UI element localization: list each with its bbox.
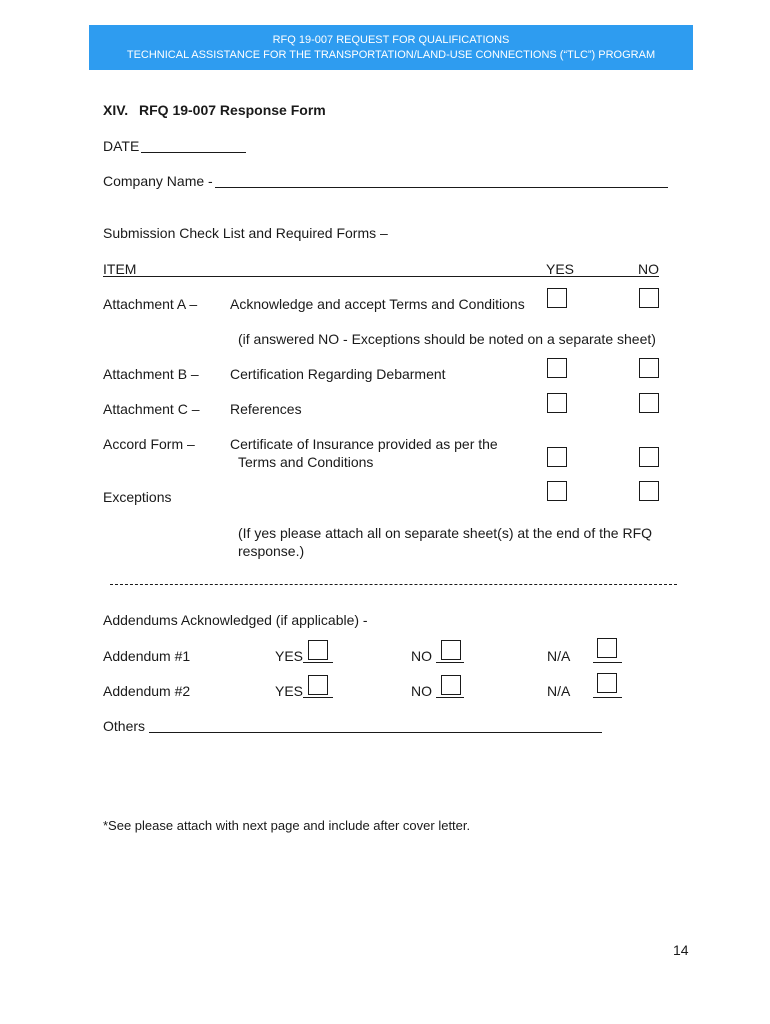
addendum-1-na-checkbox[interactable] <box>597 638 617 658</box>
addendum-2-yes-label: YES <box>275 683 304 699</box>
addendum-2-na-checkbox[interactable] <box>597 673 617 693</box>
others-label: Others <box>103 718 146 734</box>
attachment-a-yes-checkbox[interactable] <box>547 288 567 308</box>
row-desc-attachment-b: Certification Regarding Debarment <box>230 366 446 382</box>
addendum-1-yes-line <box>303 662 333 663</box>
row-desc-attachment-a: Acknowledge and accept Terms and Conditions <box>230 296 525 312</box>
addendum-1-yes-checkbox[interactable] <box>308 640 328 660</box>
header-rule <box>103 276 659 277</box>
row-label-attachment-b: Attachment B – <box>103 366 199 382</box>
column-no: NO <box>638 261 659 277</box>
attachment-c-no-checkbox[interactable] <box>639 393 659 413</box>
addendum-2-no-checkbox[interactable] <box>441 675 461 695</box>
accord-form-yes-checkbox[interactable] <box>547 447 567 467</box>
addendum-2-yes-checkbox[interactable] <box>308 675 328 695</box>
row-desc-attachment-c: References <box>230 401 302 417</box>
addendum-1-na-label: N/A <box>547 648 571 664</box>
exceptions-note-line-1: (If yes please attach all on separate sheet(s) at the end of the RFQ <box>238 525 653 541</box>
addendums-heading: Addendums Acknowledged (if applicable) - <box>103 612 368 628</box>
footnote: *See please attach with next page and include after cover letter. <box>103 818 471 833</box>
date-field[interactable] <box>141 152 246 153</box>
addendum-1-na-line <box>593 662 622 663</box>
company-name-field[interactable] <box>215 187 668 188</box>
row-desc2-accord-form: Terms and Conditions <box>238 454 374 470</box>
addendum-1-no-checkbox[interactable] <box>441 640 461 660</box>
addendum-2-na-label: N/A <box>547 683 571 699</box>
form-title: RFQ 19-007 Response Form <box>139 102 326 118</box>
addendum-2-no-label: NO <box>411 683 432 699</box>
header-banner <box>89 25 693 70</box>
attachment-b-no-checkbox[interactable] <box>639 358 659 378</box>
exceptions-note-line-2: response.) <box>238 543 305 559</box>
addendum-2-na-line <box>593 697 622 698</box>
company-name-label: Company Name - <box>103 173 213 189</box>
addendum-1-yes-label: YES <box>275 648 304 664</box>
row-label-attachment-a: Attachment A – <box>103 296 198 312</box>
accord-form-no-checkbox[interactable] <box>639 447 659 467</box>
column-yes: YES <box>546 261 575 277</box>
attachment-a-no-checkbox[interactable] <box>639 288 659 308</box>
header-line-2: TECHNICAL ASSISTANCE FOR THE TRANSPORTATION/LAND-USE CONNECTIONS (“TLC”) PROGRAM <box>126 49 656 61</box>
row-label-exceptions: Exceptions <box>103 489 172 505</box>
addendum-1-no-line <box>436 662 464 663</box>
row-desc-accord-form: Certificate of Insurance provided as per the <box>230 436 498 452</box>
checklist-heading: Submission Check List and Required Forms – <box>103 225 388 241</box>
addendum-1-label: Addendum #1 <box>103 648 191 664</box>
date-label: DATE <box>103 138 140 154</box>
section-number: XIV. <box>103 102 129 118</box>
addendum-2-no-line <box>436 697 464 698</box>
attachment-b-yes-checkbox[interactable] <box>547 358 567 378</box>
exceptions-yes-checkbox[interactable] <box>547 481 567 501</box>
page-number: 14 <box>673 942 689 958</box>
attachment-a-note: (if answered NO - Exceptions should be noted on a separate sheet) <box>238 331 656 347</box>
exceptions-no-checkbox[interactable] <box>639 481 659 501</box>
section-divider <box>110 584 677 585</box>
column-item: ITEM <box>103 261 137 277</box>
row-label-accord-form: Accord Form – <box>103 436 195 452</box>
addendum-2-yes-line <box>303 697 333 698</box>
row-label-attachment-c: Attachment C – <box>103 401 200 417</box>
addendum-2-label: Addendum #2 <box>103 683 191 699</box>
header-line-1: RFQ 19-007 REQUEST FOR QUALIFICATIONS <box>272 34 510 46</box>
others-field[interactable] <box>149 732 602 733</box>
addendum-1-no-label: NO <box>411 648 432 664</box>
attachment-c-yes-checkbox[interactable] <box>547 393 567 413</box>
